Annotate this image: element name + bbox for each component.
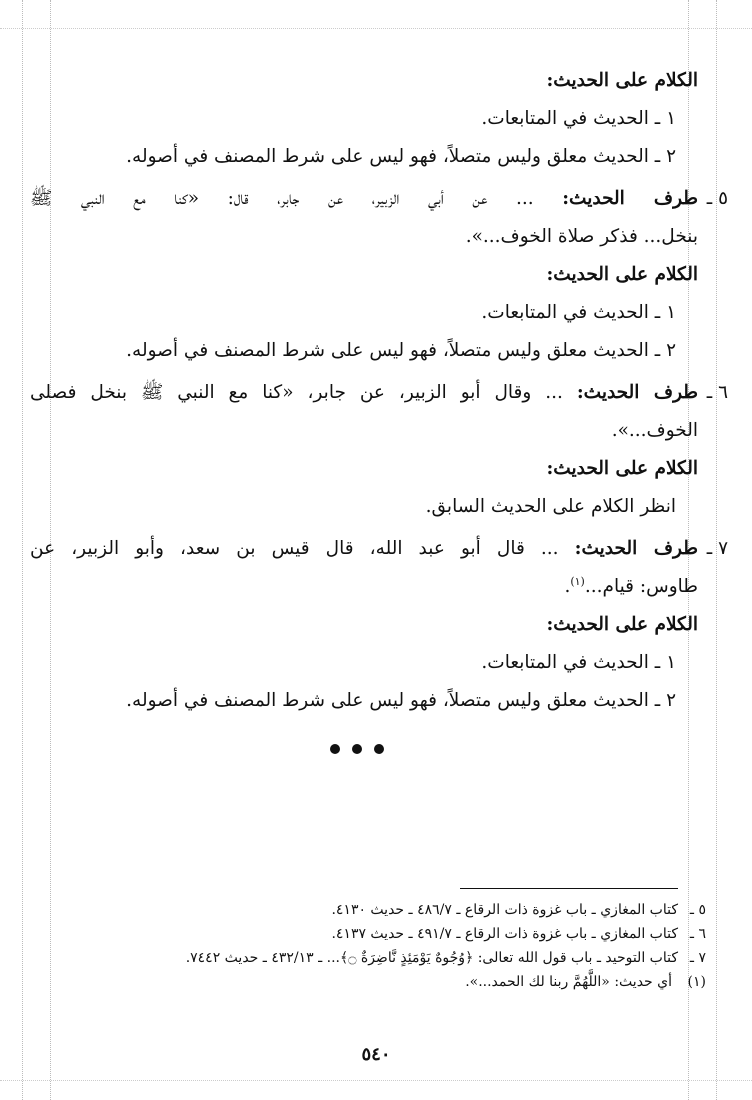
- entry-6: [30, 374, 728, 526]
- entry-number: ٦ ـ: [706, 382, 728, 403]
- guide-line: [0, 1080, 752, 1081]
- entry-text: طاوس: قيام...: [584, 576, 698, 597]
- entry-text: ... قال أبو عبد الله، قال قيس بن سعد، وأبو الزبير، عن: [30, 538, 559, 559]
- footnote: [30, 970, 706, 994]
- footnote: [30, 946, 706, 970]
- footnote-text: كتاب المغازي ـ باب غزوة ذات الرقاع ـ ٤٩١/٧ ـ حديث ٤١٣٧.: [331, 926, 678, 942]
- footnote-text: كتاب التوحيد ـ باب قول الله تعالى: ﴿وُجُوهٌ يَوْمَئِذٍ نَّاضِرَةٌ ۝﴾... ـ ٤٣٢/١٣ ـ حديث ٧٤٤٢.: [185, 950, 678, 966]
- entry-7: [30, 530, 728, 720]
- entry-line: [30, 374, 698, 412]
- entry-line: [30, 568, 698, 606]
- entry-text-end: .: [564, 576, 571, 597]
- entry-number: ٥ ـ: [706, 188, 728, 209]
- entry-number: ٧ ـ: [706, 538, 728, 559]
- section-separator: [330, 744, 384, 754]
- footnote-text: أي حديث: «اللَّهُمَّ ربنا لك الحمد...».: [465, 974, 672, 990]
- entry-line: الخوف...».: [611, 420, 698, 441]
- discussion-item: ١ ـ الحديث في المتابعات.: [481, 108, 676, 129]
- entry-label: طرف الحديث:: [576, 382, 698, 403]
- footnote-number: ٧ ـ: [689, 950, 706, 966]
- entry-label: طرف الحديث:: [574, 538, 698, 559]
- separator-dot: [374, 744, 384, 754]
- entry-line: بنخل... فذكر صلاة الخوف...».: [465, 226, 698, 247]
- guide-line: [0, 28, 752, 29]
- discussion-heading: الكلام على الحديث:: [546, 614, 698, 635]
- entry-line: [30, 530, 698, 568]
- discussion-item: ١ ـ الحديث في المتابعات.: [481, 302, 676, 323]
- footnote-number: ٦ ـ: [689, 926, 706, 942]
- footnote-number: (١): [687, 974, 706, 990]
- entry-text: ... عن أبي الزبير، عن جابر، قال: «كنا مع النبي ﷺ: [30, 188, 534, 209]
- footnote-rule: [460, 888, 678, 889]
- guide-line: [22, 0, 23, 1100]
- footnote-text: كتاب المغازي ـ باب غزوة ذات الرقاع ـ ٤٨٦/٧ ـ حديث ٤١٣٠.: [331, 902, 678, 918]
- discussion-item: ٢ ـ الحديث معلق وليس متصلاً، فهو ليس على شرط المصنف في أصوله.: [126, 690, 676, 711]
- entry-line: [30, 180, 698, 218]
- separator-dot: [330, 744, 340, 754]
- footnotes: [30, 898, 706, 994]
- entry-5: [30, 180, 728, 370]
- footnote-ref[interactable]: (١): [570, 574, 585, 588]
- footnote: [30, 898, 706, 922]
- discussion-item: ٢ ـ الحديث معلق وليس متصلاً، فهو ليس على شرط المصنف في أصوله.: [126, 146, 676, 167]
- discussion-heading: الكلام على الحديث:: [546, 458, 698, 479]
- discussion-item: ١ ـ الحديث في المتابعات.: [481, 652, 676, 673]
- footnote: [30, 922, 706, 946]
- discussion-heading: الكلام على الحديث:: [546, 70, 698, 91]
- page-number: ٥٤٠: [361, 1044, 391, 1065]
- discussion-item: ٢ ـ الحديث معلق وليس متصلاً، فهو ليس على شرط المصنف في أصوله.: [126, 340, 676, 361]
- main-text: [30, 62, 728, 720]
- entry-label: طرف الحديث:: [562, 188, 698, 209]
- discussion-heading: الكلام على الحديث:: [546, 264, 698, 285]
- separator-dot: [352, 744, 362, 754]
- entry-text: ... وقال أبو الزبير، عن جابر، «كنا مع النبي ﷺ بنخل فصلى: [30, 382, 563, 403]
- footnote-number: ٥ ـ: [689, 902, 706, 918]
- discussion-note: انظر الكلام على الحديث السابق.: [425, 496, 676, 517]
